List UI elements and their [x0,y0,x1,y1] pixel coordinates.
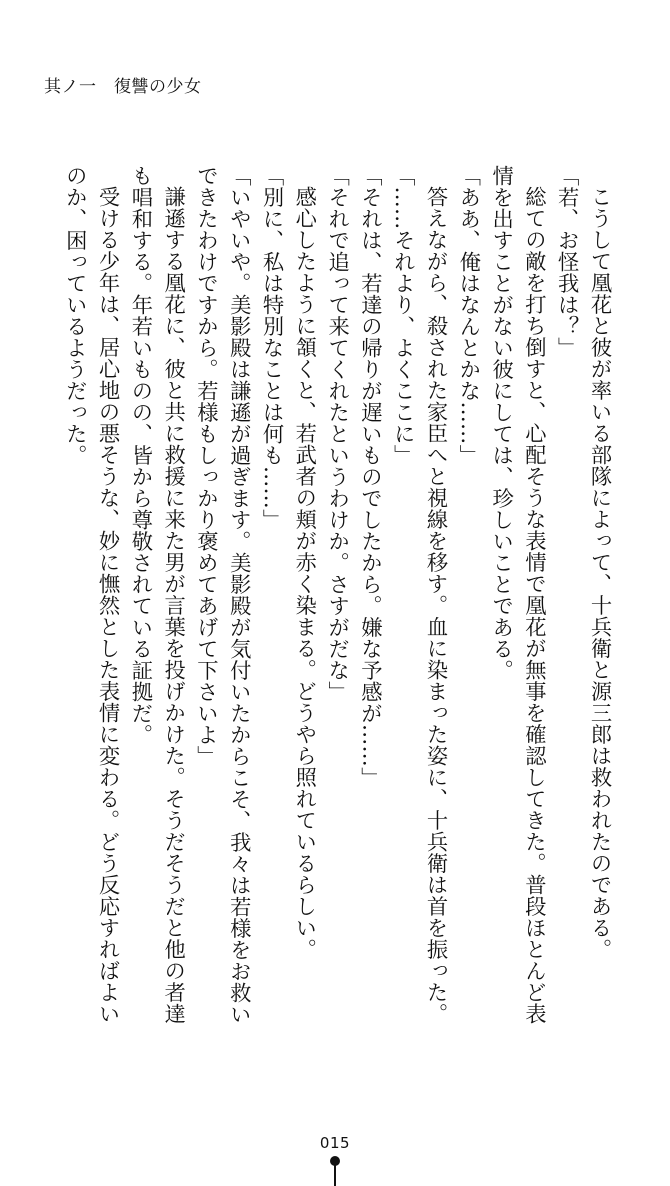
paragraph: 謙遜する凰花に、彼と共に救援に来た男が言葉を投げかけた。そうだそうだと他の者達も唱和する。年若いものの、皆から尊敬されている証拠だ。 [127,165,186,1025]
paragraph: 感心したように頷くと、若武者の頬が赤く染まる。どうやら照れているらしい。 [291,186,317,961]
chapter-header [44,72,202,97]
paragraph: 受ける少年は、居心地の悪そうな、妙に憮然とした表情に変わる。どう反応すればよいのか、困っているようだった。 [62,165,121,1025]
chapter-title: 復讐の少女 [114,77,202,97]
chapter-header-spacer [97,77,115,97]
body-text [40,165,615,1025]
chapter-number: 其ノ一 [44,77,97,97]
page-number: 015 [319,1134,351,1152]
folio-pin-icon [330,1156,340,1186]
paragraph: 「別に、私は特別なことは何も……」 [259,165,285,531]
paragraph: こうして凰花と彼が率いる部隊によって、十兵衛と源三郎は救われたのである。 [587,186,612,961]
paragraph: 「それは、若達の帰りが遅いものでしたから。嫌な予感が……」 [357,165,383,789]
paragraph: 「いやいや。美影殿は謙遜が過ぎます。美影殿が気付いたからこそ、我々は若様をお救いできたわけですから。若様もしっかり褒めてあげて下さいよ」 [193,165,252,1025]
paragraph: 総ての敵を打ち倒すと、心配そうな表情で凰花が無事を確認してきた。普段ほとんど表情を出すことがない彼にしては、珍しいことである。 [488,165,547,1025]
paragraph: 「それで追って来てくれたというわけか。さすがだな」 [324,165,350,703]
paragraph: 「……それより、よくここに」 [390,165,416,466]
paragraph: 「若、お怪我は？」 [554,165,580,359]
paragraph: 「ああ、俺はなんとかな……」 [455,165,481,466]
paragraph: 答えながら、殺された家臣へと視線を移す。血に染まった姿に、十兵衛は首を振った。 [423,186,449,1025]
folio-line [334,1165,336,1186]
